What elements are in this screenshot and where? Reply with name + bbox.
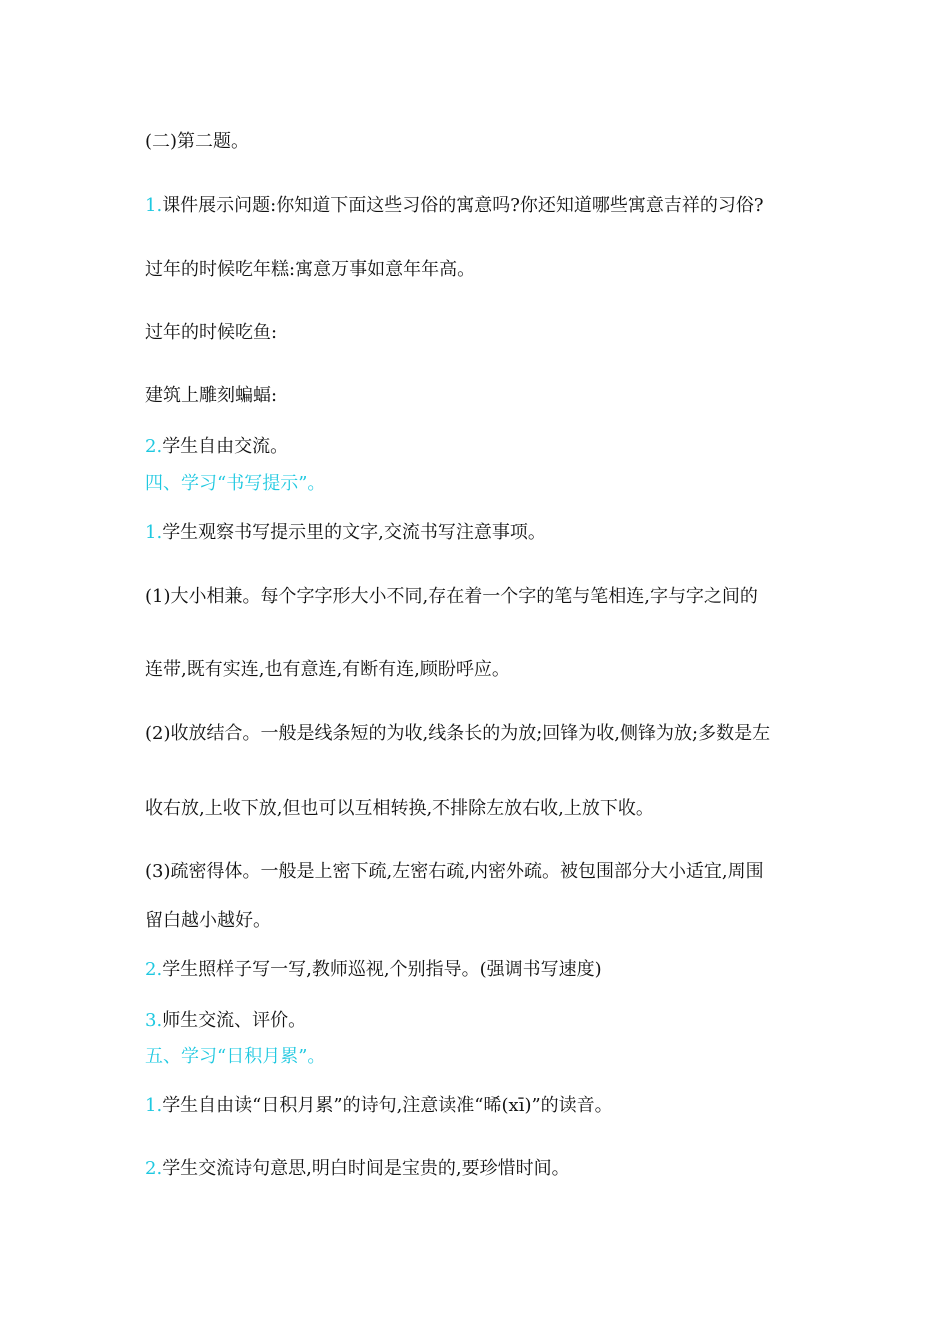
writing-step-one xyxy=(145,521,546,545)
custom-bat: 建筑上雕刻蝙蝠: xyxy=(145,385,278,406)
reading-step-two-text: 学生交流诗句意思,明白时间是宝贵的,要珍惜时间。 xyxy=(162,1158,570,1179)
heading-writing-tips: 四、学习“书写提示”。 xyxy=(145,473,326,494)
list-number: 1. xyxy=(145,195,163,216)
reading-step-one xyxy=(145,1094,613,1118)
list-number: 2. xyxy=(145,959,163,980)
section-two-title: (二)第二题。 xyxy=(145,131,250,152)
list-number: 2. xyxy=(145,1158,163,1179)
question-one xyxy=(145,194,764,218)
reading-step-one-text: 学生自由读“日积月累”的诗句,注意读准“晞(xī)”的读音。 xyxy=(162,1095,613,1116)
question-one-text: 课件展示问题:你知道下面这些习俗的寓意吗?你还知道哪些寓意吉祥的习俗? xyxy=(162,195,764,216)
writing-step-two-text: 学生照样子写一写,教师巡视,个别指导。(强调书写速度) xyxy=(162,959,602,980)
tip-one-line-1: (1)大小相兼。每个字字形大小不同,存在着一个字的笔与笔相连,字与字之间的 xyxy=(145,586,758,607)
tip-two-line-1: (2)收放结合。一般是线条短的为收,线条长的为放;回锋为收,侧锋为放;多数是左 xyxy=(145,723,771,744)
writing-step-one-text: 学生观察书写提示里的文字,交流书写注意事项。 xyxy=(162,522,546,543)
tip-one-line-2: 连带,既有实连,也有意连,有断有连,顾盼呼应。 xyxy=(145,659,510,680)
tip-three-line-1: (3)疏密得体。一般是上密下疏,左密右疏,内密外疏。被包围部分大小适宜,周围 xyxy=(145,861,764,882)
writing-step-three xyxy=(145,1009,306,1033)
reading-step-two xyxy=(145,1157,570,1181)
heading-daily-accumulation: 五、学习“日积月累”。 xyxy=(145,1046,326,1067)
list-number: 2. xyxy=(145,436,163,457)
list-number: 1. xyxy=(145,1095,163,1116)
list-number: 3. xyxy=(145,1010,163,1031)
custom-nian-gao: 过年的时候吃年糕:寓意万事如意年年高。 xyxy=(145,259,476,280)
writing-step-two xyxy=(145,958,602,982)
list-number: 1. xyxy=(145,522,163,543)
custom-fish: 过年的时候吃鱼: xyxy=(145,322,278,343)
question-two-text: 学生自由交流。 xyxy=(162,436,289,457)
question-two xyxy=(145,435,288,459)
tip-three-line-2: 留白越小越好。 xyxy=(145,910,271,931)
writing-step-three-text: 师生交流、评价。 xyxy=(162,1010,307,1031)
tip-two-line-2: 收右放,上收下放,但也可以互相转换,不排除左放右收,上放下收。 xyxy=(145,798,654,819)
